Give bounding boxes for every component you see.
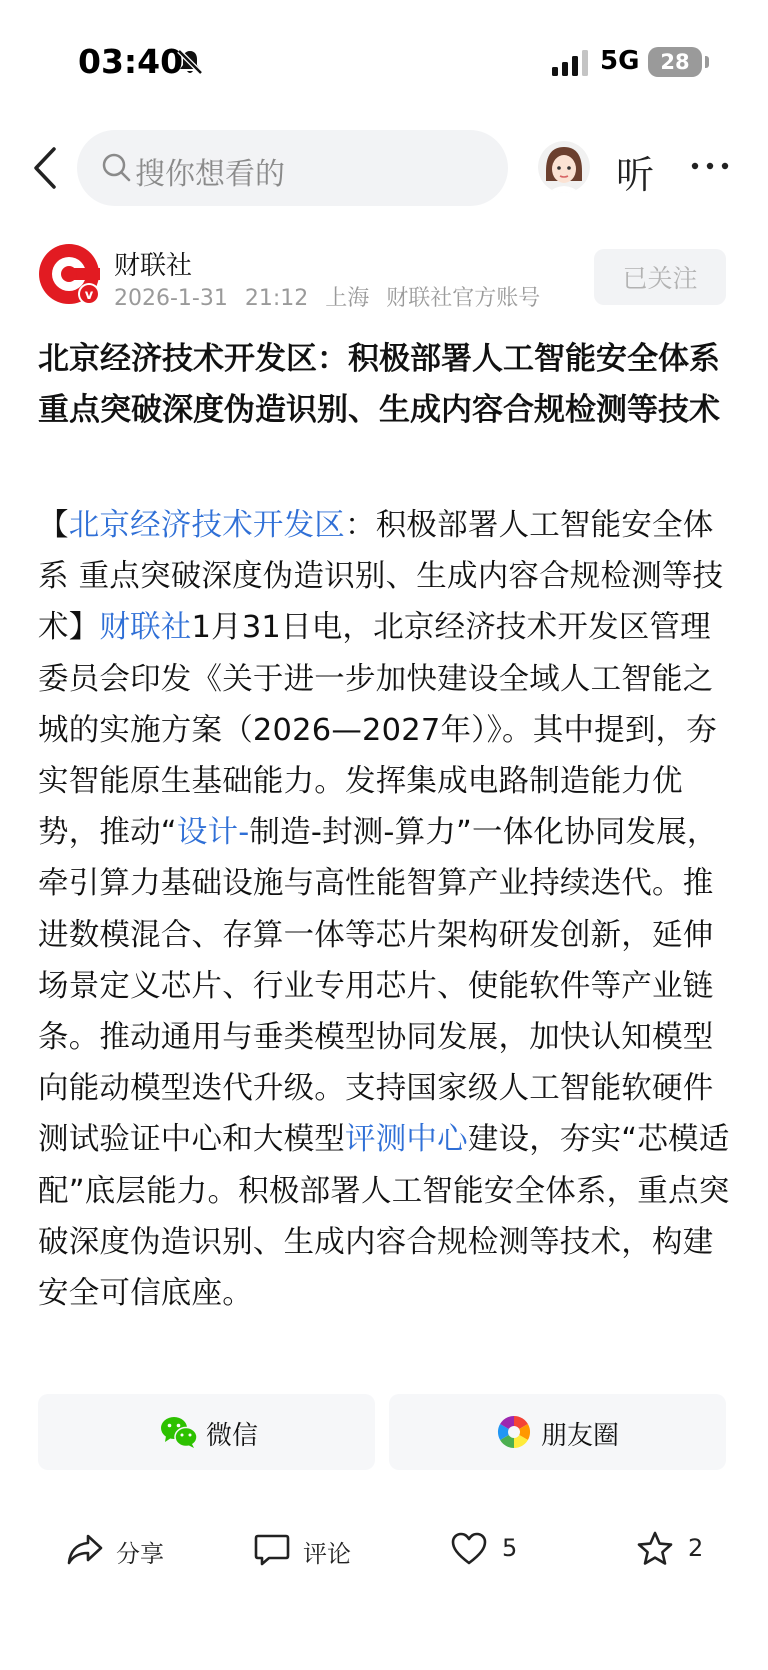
post-time: 21:12 — [244, 286, 309, 311]
favorite-button[interactable] — [636, 1526, 716, 1574]
moments-icon — [495, 1415, 533, 1449]
share-button[interactable] — [66, 1526, 176, 1574]
battery-icon — [648, 47, 702, 77]
battery-level: 28 — [660, 50, 690, 74]
bell-muted-icon — [176, 48, 204, 76]
assistant-avatar[interactable] — [538, 141, 590, 193]
signal-icon — [552, 50, 590, 76]
author-name[interactable]: 财联社 — [114, 251, 193, 281]
share-wechat-button[interactable] — [38, 1394, 375, 1470]
favorite-count: 2 — [688, 1534, 704, 1562]
moments-label: 朋友圈 — [541, 1421, 620, 1451]
author-meta — [114, 281, 540, 312]
share-label: 分享 — [116, 1540, 164, 1568]
link-evaluation-center[interactable]: 评测中心 — [345, 1122, 468, 1158]
body-text: 【 — [38, 508, 69, 543]
post-date: 2026-1-31 — [114, 286, 228, 311]
author-logo[interactable] — [38, 243, 100, 305]
wechat-label: 微信 — [206, 1421, 259, 1451]
verified-badge: v — [84, 288, 94, 303]
link-design[interactable]: 设计- — [176, 815, 250, 851]
body-text: 1月31日电，北京经济技术开发区管理委员会印发《关于进一步加快建设全域人工智能之城的实施方案（2026—2027年）》。其中提到，夯实智能原生基础能力。发挥集成电路制造能力优势，推动“ — [38, 610, 717, 851]
link-beijing-etdz[interactable]: 北京经济技术开发区 — [68, 508, 346, 543]
more-icon[interactable] — [690, 160, 730, 172]
star-icon — [636, 1530, 674, 1568]
body-text: ：积极部署人工智能安全体系 重点突破深度伪造识别、生成内容合规检测等技术】 — [38, 508, 724, 646]
comment-icon — [253, 1530, 291, 1568]
search-placeholder: 搜你想看的 — [135, 157, 285, 192]
comment-button[interactable] — [253, 1526, 363, 1574]
post-location: 上海 — [325, 286, 370, 311]
follow-button[interactable]: 已关注 — [594, 249, 726, 305]
body-text: 制造-封测-算力”一体化协同发展，牵引算力基础设施与高性能智算产业持续迭代。推进数模混合、存算一体等芯片架构研发创新，延伸场景定义芯片、行业专用芯片、使能软件等产业链条。推动通用与垂类模型协同发展，加快认知模型向能动模型迭代升级。支持国家级人工智能软硬件测试验证中心和大模型 — [38, 815, 718, 1158]
body-text: 建设，夯实“芯模适配”底层能力。积极部署人工智能安全体系，重点突破深度伪造识别、生成内容合规检测等技术，构建安全可信底座。 — [38, 1122, 730, 1312]
status-time: 03:40 — [78, 42, 184, 81]
listen-button[interactable]: 听 — [616, 153, 655, 197]
like-count: 5 — [502, 1534, 518, 1562]
article-body — [38, 500, 732, 1319]
heart-icon — [450, 1530, 488, 1568]
back-arrow-icon[interactable] — [30, 145, 64, 191]
like-button[interactable] — [450, 1526, 530, 1574]
network-label: 5G — [600, 46, 640, 76]
wechat-icon — [160, 1415, 198, 1449]
comment-label: 评论 — [303, 1540, 351, 1568]
share-icon — [66, 1530, 104, 1568]
article-title: 北京经济技术开发区：积极部署人工智能安全体系 重点突破深度伪造识别、生成内容合规检测等技术 — [38, 341, 720, 428]
link-cls[interactable]: 财联社 — [99, 610, 192, 646]
search-input[interactable] — [77, 130, 508, 206]
account-type: 财联社官方账号 — [386, 286, 541, 311]
search-icon — [101, 152, 133, 184]
status-bar — [0, 0, 768, 120]
share-moments-button[interactable] — [389, 1394, 726, 1470]
battery-tip — [705, 56, 709, 68]
